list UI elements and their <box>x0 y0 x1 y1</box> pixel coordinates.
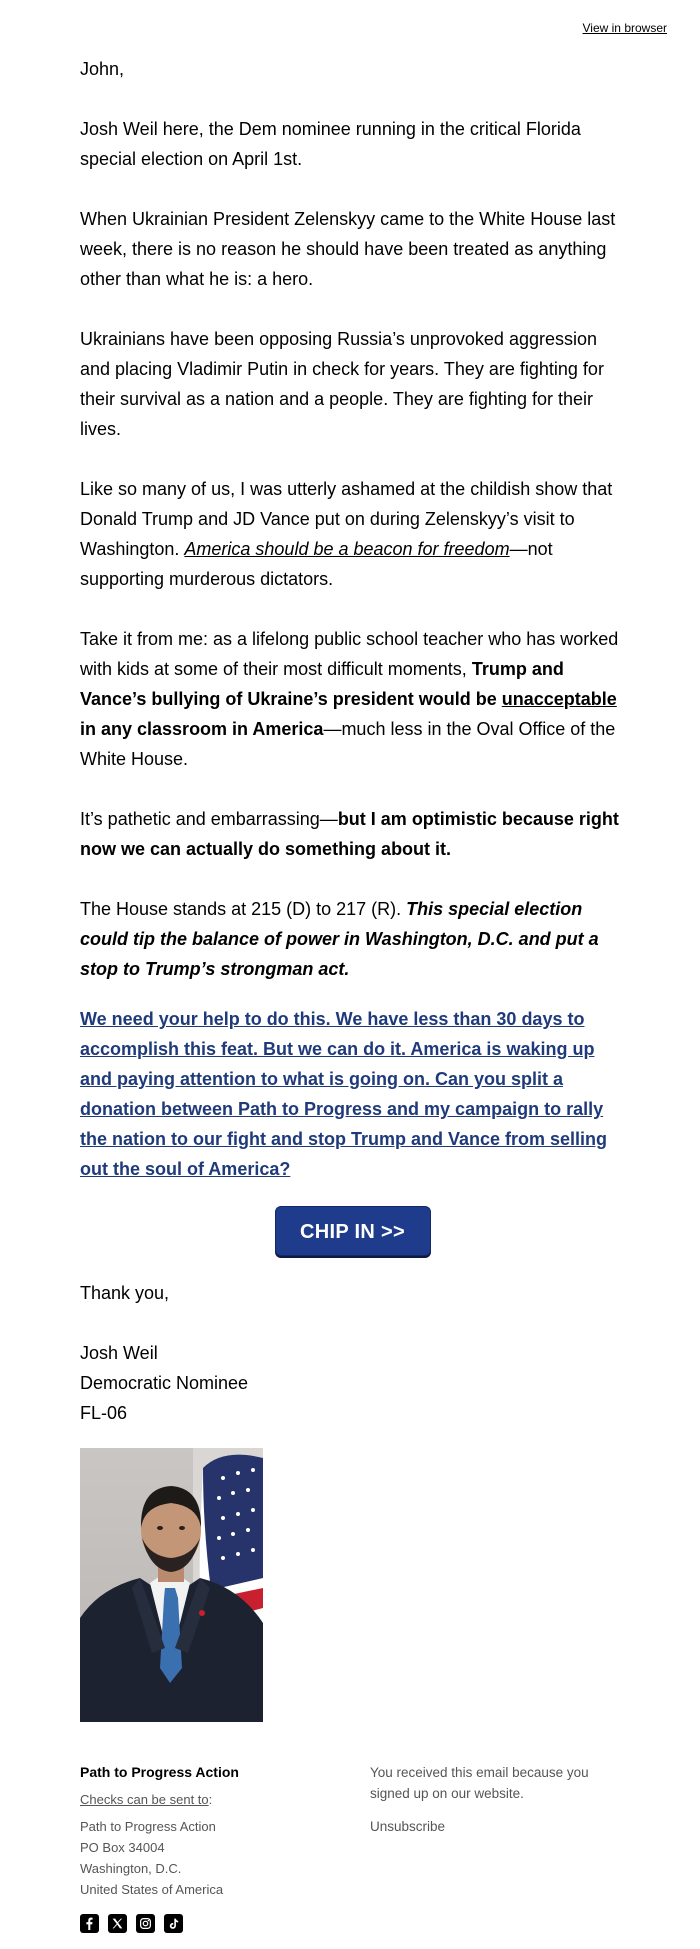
footer-right <box>370 1762 610 1837</box>
unsubscribe-link[interactable]: Unsubscribe <box>370 1819 446 1834</box>
candidate-figure <box>80 1448 263 1722</box>
address-line: PO Box 34004 <box>80 1840 165 1855</box>
signature-title: Democratic Nominee <box>80 1373 249 1393</box>
view-in-browser-link[interactable]: View in browser <box>582 21 667 35</box>
tiktok-icon[interactable] <box>164 1914 183 1933</box>
checks-label: Checks can be sent to <box>80 1792 209 1807</box>
instagram-icon[interactable] <box>136 1914 155 1933</box>
paragraph-2: When Ukrainian President Zelenskyy came to the White House last week, there is no reason he should have been treated as anything other than what he is: a hero. <box>80 209 616 289</box>
paragraph-4: Like so many of us, I was utterly ashamed at the childish show that Donald Trump and JD Vance put on during Zelenskyy’s visit to Washington. America should be a beacon for freedom—not supporting murderous dictators. <box>80 479 613 589</box>
greeting: John, <box>80 59 125 79</box>
paragraph-1: Josh Weil here, the Dem nominee running in the critical Florida special election on April 1st. <box>80 119 581 169</box>
paragraph-6: It’s pathetic and embarrassing—but I am optimistic because right now we can actually do something about it. <box>80 809 619 859</box>
email-body <box>80 60 625 1722</box>
address-line: Path to Progress Action <box>80 1819 216 1834</box>
address-line: United States of America <box>80 1882 224 1897</box>
paragraph-3: Ukrainians have been opposing Russia’s unprovoked aggression and placing Vladimir Putin in check for years. They are fighting for their survival as a nation and a people. They are fighting for their lives. <box>80 329 604 439</box>
checks-line: Checks can be sent to: <box>80 1792 213 1807</box>
paragraph-7: The House stands at 215 (D) to 217 (R). This special election could tip the balance of power in Washington, D.C. and put a stop to Trump’s strongman act. <box>80 899 599 979</box>
signature-district: FL-06 <box>80 1403 128 1423</box>
received-notice: You received this email because you signed up on our website. <box>370 1765 589 1801</box>
mailing-address <box>80 1816 340 1900</box>
cta-wrap <box>80 1206 625 1256</box>
facebook-icon[interactable] <box>80 1914 99 1933</box>
donation-ask-link[interactable]: We need your help to do this. We have less than 30 days to accomplish this feat. But we can do it. America is waking up and paying attention to what is going on. Can you split a donation between Path to Progress and my campaign to rally the nation to our fight and stop Trump and Vance from selling out the soul of America? <box>80 1009 608 1179</box>
x-icon[interactable] <box>108 1914 127 1933</box>
signature-name: Josh Weil <box>80 1343 158 1363</box>
chip-in-button[interactable]: CHIP IN >> <box>275 1206 431 1256</box>
paragraph-5: Take it from me: as a lifelong public school teacher who has worked with kids at some of their most difficult moments, Trump and Vance’s bullying of Ukraine’s president would be unacceptable in any classroom in America—much less in the Oval Office of the White House. <box>80 629 619 769</box>
email-topbar <box>0 0 700 60</box>
footer-org-name: Path to Progress Action <box>80 1764 239 1780</box>
signoff: Thank you, <box>80 1283 170 1303</box>
beacon-freedom-link[interactable]: America should be a beacon for freedom <box>184 539 510 559</box>
candidate-photo <box>80 1448 263 1722</box>
social-links <box>80 1914 183 1933</box>
footer-left <box>80 1762 340 1900</box>
signature <box>80 1338 625 1428</box>
address-line: Washington, D.C. <box>80 1861 182 1876</box>
